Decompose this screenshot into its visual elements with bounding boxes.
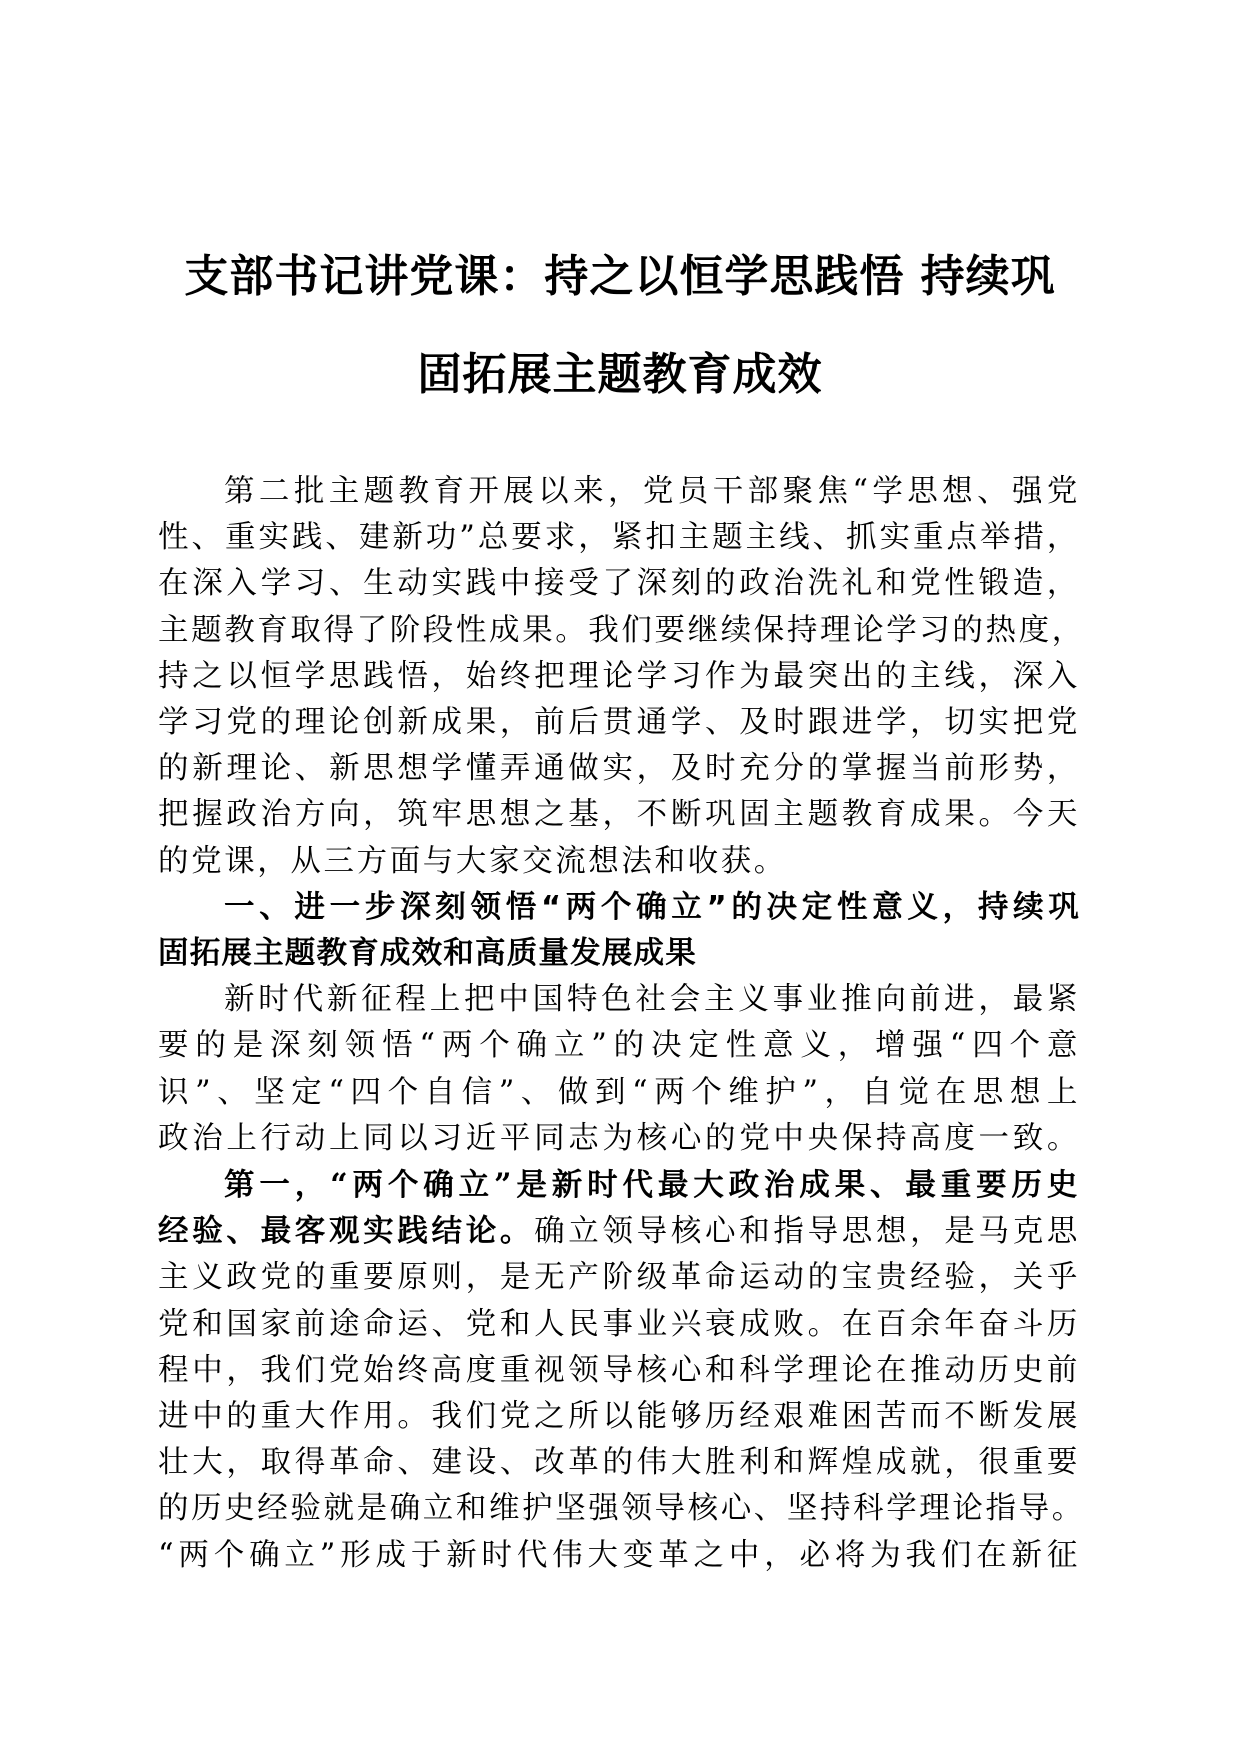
text-line: 的党课，从三方面与大家交流想法和收获。 [158,843,787,879]
section-heading [158,885,1080,977]
text-line: 要的是深刻领悟“两个确立”的决定性意义，增强“四个意 [158,1028,1080,1064]
title-line: 固拓展主题教育成效 [417,349,823,400]
point-paragraph [158,1162,1085,1579]
document-body [158,469,1085,1579]
text-run: 确立领导核心和指导思想，是马克思 [534,1214,1080,1250]
text-line: 程中，我们党始终高度重视领导核心和科学理论在推动历史前 [158,1352,1080,1388]
heading-line: 固拓展主题教育成效和高质量发展成果 [158,936,697,972]
text-line: 第二批主题教育开展以来，党员干部聚焦“学思想、强党 [224,474,1080,509]
text-line: 主义政党的重要原则，是无产阶级革命运动的宝贵经验，关乎 [158,1260,1080,1296]
page-title [150,228,1090,424]
text-line: 识”、坚定“四个自信”、做到“两个维护”，自觉在思想上 [158,1074,1080,1110]
text-line: 学习党的理论创新成果，前后贯通学、及时跟进学，切实把党 [158,705,1080,741]
text-line: 在深入学习、生动实践中接受了深刻的政治洗礼和党性锻造， [158,566,1080,602]
bold-lead-line: 第一，“两个确立”是新时代最大政治成果、最重要历史 [224,1167,1080,1204]
text-line: 的历史经验就是确立和维护坚强领导核心、坚持科学理论指导。 [158,1491,1085,1527]
text-line: 壮大，取得革命、建设、改革的伟大胜利和辉煌成就，很重要 [158,1445,1080,1481]
text-line: 主题教育取得了阶段性成果。我们要继续保持理论学习的热度， [158,612,1085,648]
text-line: 进中的重大作用。我们党之所以能够历经艰难困苦而不断发展 [158,1399,1080,1435]
section-paragraph [158,977,1080,1162]
text-line: 政治上行动上同以习近平同志为核心的党中央保持高度一致。 [158,1120,1080,1156]
mixed-line [158,1208,1080,1255]
heading-line: 一、进一步深刻领悟“两个确立”的决定性意义，持续巩 [224,889,1080,925]
text-line: “两个确立”形成于新时代伟大变革之中，必将为我们在新征 [158,1537,1080,1573]
text-line: 把握政治方向，筑牢思想之基，不断巩固主题教育成果。今天 [158,797,1080,833]
text-line: 性、重实践、建新功”总要求，紧扣主题主线、抓实重点举措， [158,520,1080,556]
text-line: 的新理论、新思想学懂弄通做实，及时充分的掌握当前形势， [158,751,1080,787]
intro-paragraph [158,469,1085,885]
bold-lead-text: 经验、最客观实践结论。 [158,1213,535,1250]
text-line: 持之以恒学思践悟，始终把理论学习作为最突出的主线，深入 [158,658,1080,694]
text-line: 党和国家前途命运、党和人民事业兴衰成败。在百余年奋斗历 [158,1306,1080,1342]
title-line: 支部书记讲党课：持之以恒学思践悟 持续巩 [184,251,1056,302]
text-line: 新时代新征程上把中国特色社会主义事业推向前进，最紧 [224,982,1080,1018]
